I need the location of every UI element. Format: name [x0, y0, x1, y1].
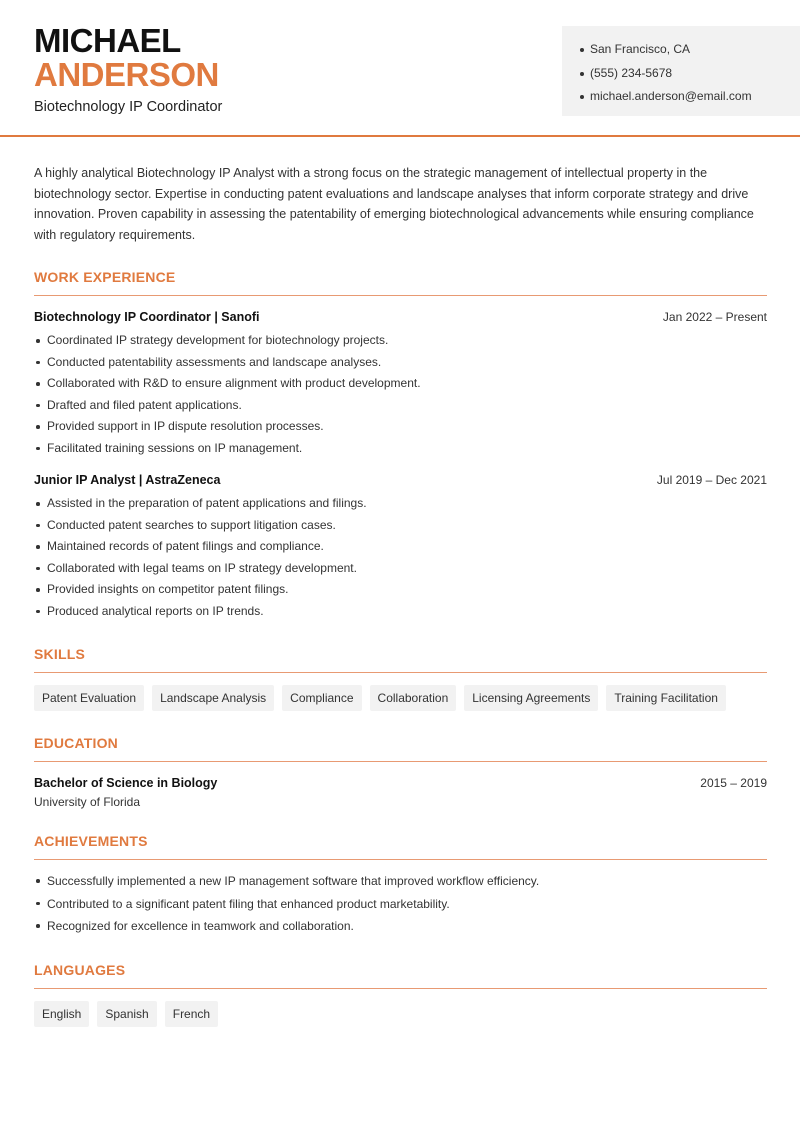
job-title: Biotechnology IP Coordinator	[34, 99, 223, 115]
achievements-list	[34, 870, 767, 938]
job-bullet: Conducted patentability assessments and landscape analyses.	[34, 352, 767, 374]
job-role: Junior IP Analyst | AstraZeneca	[34, 473, 221, 488]
job-bullet: Coordinated IP strategy development for biotechnology projects.	[34, 330, 767, 352]
language-tag: English	[34, 1001, 89, 1027]
last-name: ANDERSON	[34, 56, 219, 93]
job-dates: Jul 2019 – Dec 2021	[656, 473, 767, 488]
section-title-achievements: ACHIEVEMENTS	[34, 833, 767, 860]
job-bullet: Produced analytical reports on IP trends.	[34, 601, 767, 623]
job-entry	[34, 310, 767, 459]
job-bullet: Assisted in the preparation of patent applications and filings.	[34, 493, 767, 515]
achievement-item: Successfully implemented a new IP management software that improved workflow efficiency.	[34, 870, 767, 893]
section-title-education: EDUCATION	[34, 735, 767, 762]
degree: Bachelor of Science in Biology	[34, 776, 218, 791]
school: University of Florida	[34, 795, 141, 810]
achievement-item: Recognized for excellence in teamwork and collaboration.	[34, 915, 767, 938]
contact-email[interactable]: michael.anderson@email.com	[580, 85, 800, 109]
education-dates: 2015 – 2019	[700, 776, 767, 791]
section-title-work: WORK EXPERIENCE	[34, 269, 767, 296]
job-bullet: Provided support in IP dispute resolution processes.	[34, 416, 767, 438]
section-title-skills: SKILLS	[34, 646, 767, 673]
resume-body	[34, 163, 767, 1027]
job-bullet: Collaborated with R&D to ensure alignment with product development.	[34, 373, 767, 395]
job-bullet: Provided insights on competitor patent filings.	[34, 579, 767, 601]
job-bullet: Facilitated training sessions on IP management.	[34, 438, 767, 460]
section-title-languages: LANGUAGES	[34, 962, 767, 989]
skill-tag: Compliance	[282, 685, 361, 711]
job-entry	[34, 473, 767, 622]
contact-phone: (555) 234-5678	[580, 62, 800, 86]
job-bullet: Collaborated with legal teams on IP strategy development.	[34, 558, 767, 580]
skill-tag: Landscape Analysis	[152, 685, 274, 711]
skill-tag: Training Facilitation	[606, 685, 726, 711]
education-entry	[34, 776, 767, 809]
skills-list	[34, 685, 767, 711]
job-bullet: Maintained records of patent filings and compliance.	[34, 536, 767, 558]
first-name: MICHAEL	[34, 22, 181, 59]
resume-header	[0, 0, 800, 137]
skill-tag: Patent Evaluation	[34, 685, 144, 711]
languages-list	[34, 1001, 767, 1027]
language-tag: Spanish	[97, 1001, 156, 1027]
job-bullet: Drafted and filed patent applications.	[34, 395, 767, 417]
summary: A highly analytical Biotechnology IP Analyst with a strong focus on the strategic management of intellectual property in the biotechnology sector. Expertise in conducting patent evaluations and landscape analyses that inform corporate strategy and drive innovation. Proven capability in assessing the patentability of emerging biotechnological advancements while ensuring compliance with regulatory requirements.	[34, 166, 754, 242]
skill-tag: Collaboration	[370, 685, 457, 711]
achievement-item: Contributed to a significant patent filing that enhanced product marketability.	[34, 893, 767, 916]
contact-box	[562, 26, 800, 116]
job-bullet: Conducted patent searches to support litigation cases.	[34, 515, 767, 537]
job-dates: Jan 2022 – Present	[662, 310, 767, 325]
language-tag: French	[165, 1001, 218, 1027]
job-role: Biotechnology IP Coordinator | Sanofi	[34, 310, 260, 325]
contact-location: San Francisco, CA	[580, 38, 800, 62]
skill-tag: Licensing Agreements	[464, 685, 598, 711]
